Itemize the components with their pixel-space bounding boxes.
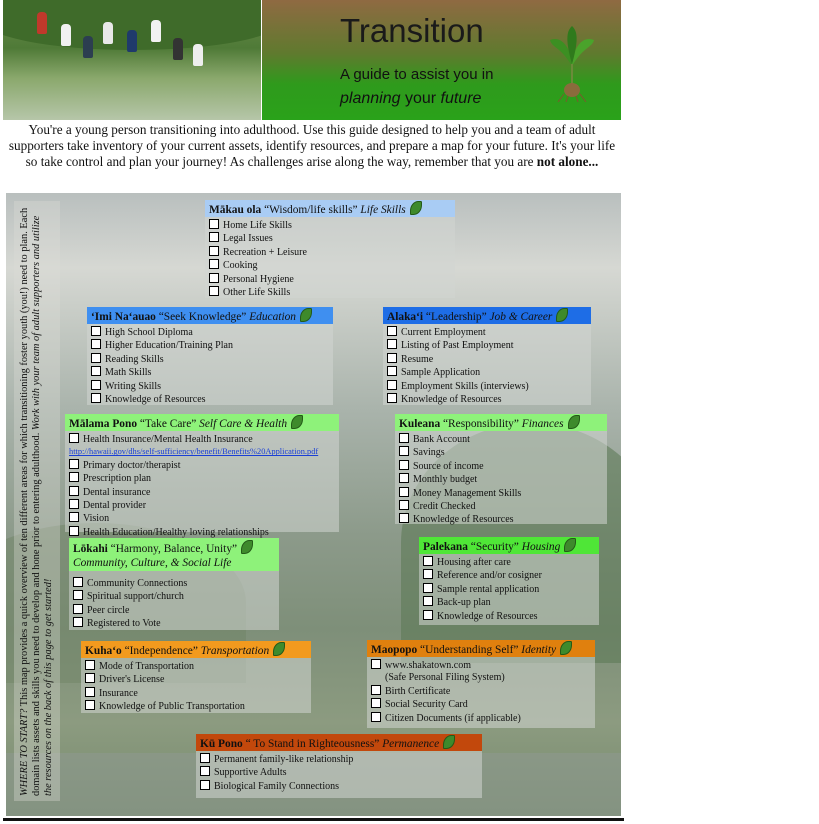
checkbox[interactable]: [209, 232, 219, 242]
domain-housing: [419, 537, 599, 625]
domain-job-career: [383, 307, 591, 405]
checklist-item[interactable]: Vision: [69, 512, 339, 525]
checklist-item[interactable]: Home Life Skills: [209, 219, 455, 232]
checkbox[interactable]: [69, 486, 79, 496]
domain-header: Lōkahi “Harmony, Balance, Unity” Community, Culture, & Social Life: [69, 538, 279, 571]
checkbox[interactable]: [387, 393, 397, 403]
checkbox[interactable]: [69, 512, 79, 522]
checklist-item[interactable]: Primary doctor/therapist: [69, 459, 339, 472]
leaf-icon: [556, 308, 568, 322]
checkbox[interactable]: [91, 366, 101, 376]
domain-finances: [395, 414, 607, 524]
domain-header: Mālama Pono “Take Care” Self Care & Health: [65, 414, 339, 431]
checklist-item[interactable]: Mode of Transportation: [85, 660, 311, 673]
checkbox[interactable]: [371, 712, 381, 722]
intro-paragraph: You're a young person transitioning into adulthood. Use this guide designed to help you and a team of adult supporters take inventory of your current assets, identify resources, and prepare a map for your future. It's your life so take control and plan your journey! As challenges arise along the way, remember that you are not alone...: [8, 122, 616, 169]
checkbox[interactable]: [69, 472, 79, 482]
leaf-icon: [568, 415, 580, 429]
checklist-item[interactable]: Writing Skills: [91, 380, 333, 393]
checkbox[interactable]: [423, 583, 433, 593]
checkbox[interactable]: [399, 460, 409, 470]
checkbox[interactable]: [209, 219, 219, 229]
checklist-item[interactable]: Resume: [387, 353, 591, 366]
domain-permanence: [196, 734, 482, 798]
checklist-item[interactable]: Health Education/Healthy loving relationships: [69, 526, 339, 539]
checkbox[interactable]: [200, 766, 210, 776]
checklist-item[interactable]: Knowledge of Resources: [387, 393, 591, 406]
checkbox[interactable]: [371, 685, 381, 695]
checklist-item[interactable]: Cooking: [209, 259, 455, 272]
checkbox[interactable]: [73, 604, 83, 614]
domain-header: Palekana “Security” Housing: [419, 537, 599, 554]
checklist-item[interactable]: Dental provider: [69, 499, 339, 512]
checklist-item[interactable]: Listing of Past Employment: [387, 339, 591, 352]
checkbox[interactable]: [85, 660, 95, 670]
leaf-icon: [273, 642, 285, 656]
bottom-rule: [3, 818, 624, 821]
checkbox[interactable]: [91, 353, 101, 363]
checklist-item-note: (Safe Personal Filing System): [385, 672, 505, 684]
checklist-item[interactable]: Birth Certificate: [371, 685, 595, 698]
checklist-item[interactable]: Health Insurance/Mental Health Insurance: [69, 433, 339, 446]
leaf-icon: [564, 538, 576, 552]
checklist-item[interactable]: Dental insurance: [69, 486, 339, 499]
checkbox[interactable]: [200, 753, 210, 763]
checklist-item[interactable]: Bank Account: [399, 433, 607, 446]
checklist-item[interactable]: High School Diploma: [91, 326, 333, 339]
page-title: Transition: [340, 12, 484, 49]
checkbox[interactable]: [209, 246, 219, 256]
checkbox[interactable]: [91, 393, 101, 403]
leaf-icon: [291, 415, 303, 429]
leaf-icon: [443, 735, 455, 749]
benefits-link[interactable]: http://hawaii.gov/dhs/self-sufficiency/benefit/Benefits%20Application.pdf: [69, 447, 319, 457]
checklist-item[interactable]: Higher Education/Training Plan: [91, 339, 333, 352]
domain-header: Maopopo “Understanding Self” Identity: [367, 640, 595, 657]
checklist-item[interactable]: Monthly budget: [399, 473, 607, 486]
checklist-item[interactable]: Other Life Skills: [209, 286, 455, 299]
checklist-item[interactable]: Legal Issues: [209, 232, 455, 245]
checklist-item[interactable]: Knowledge of Resources: [423, 610, 599, 623]
checklist-item[interactable]: Reading Skills: [91, 353, 333, 366]
checklist-item[interactable]: Money Management Skills: [399, 487, 607, 500]
leaf-icon: [241, 540, 253, 554]
header-banner: [262, 0, 621, 120]
checklist-item[interactable]: Social Security Card: [371, 698, 595, 711]
checkbox[interactable]: [209, 259, 219, 269]
checklist-item[interactable]: Personal Hygiene: [209, 273, 455, 286]
checkbox[interactable]: [423, 569, 433, 579]
checklist-item[interactable]: Back-up plan: [423, 596, 599, 609]
checklist-item[interactable]: Source of income: [399, 460, 607, 473]
domain-community-culture: [69, 538, 279, 630]
checklist-item[interactable]: Citizen Documents (if applicable): [371, 712, 595, 725]
domain-transportation: [81, 641, 311, 713]
checklist-item[interactable]: Community Connections: [73, 577, 279, 590]
checklist-item[interactable]: www.shakatown.com: [371, 659, 595, 672]
domain-header: Kū Pono “ To Stand in Righteousness” Permanence: [196, 734, 482, 751]
domain-self-care-health: [65, 414, 339, 538]
checkbox[interactable]: [399, 500, 409, 510]
checkbox[interactable]: [69, 433, 79, 443]
checkbox[interactable]: [69, 459, 79, 469]
checklist-item[interactable]: Spiritual support/church: [73, 590, 279, 603]
checklist-item[interactable]: Knowledge of Public Transportation: [85, 700, 311, 713]
checkbox[interactable]: [85, 700, 95, 710]
checklist-item[interactable]: Registered to Vote: [73, 617, 279, 630]
page-subtitle-2: planning your future: [340, 90, 482, 107]
checkbox[interactable]: [399, 513, 409, 523]
checklist-item[interactable]: Biological Family Connections: [200, 780, 482, 793]
checklist-item[interactable]: Savings: [399, 446, 607, 459]
checkbox[interactable]: [387, 353, 397, 363]
checkbox[interactable]: [371, 698, 381, 708]
checkbox[interactable]: [423, 596, 433, 606]
farmers-photo: [3, 0, 261, 120]
page-subtitle: A guide to assist you in: [340, 66, 494, 83]
checklist-item[interactable]: Permanent family-like relationship: [200, 753, 482, 766]
checkbox[interactable]: [73, 590, 83, 600]
domain-header: ‘Imi Na‘auao “Seek Knowledge” Education: [87, 307, 333, 324]
checkbox[interactable]: [69, 499, 79, 509]
domain-life-skills: [205, 200, 455, 298]
checklist-item[interactable]: Housing after care: [423, 556, 599, 569]
checklist-item[interactable]: Knowledge of Resources: [399, 513, 607, 526]
checkbox[interactable]: [73, 577, 83, 587]
checkbox[interactable]: [85, 673, 95, 683]
checkbox[interactable]: [91, 326, 101, 336]
checklist-item[interactable]: Recreation + Leisure: [209, 246, 455, 259]
checklist-item[interactable]: Supportive Adults: [200, 766, 482, 779]
domain-header: Kuleana “Responsibility” Finances: [395, 414, 607, 431]
checkbox[interactable]: [387, 339, 397, 349]
checkbox[interactable]: [209, 286, 219, 296]
checklist-item[interactable]: Current Employment: [387, 326, 591, 339]
checkbox[interactable]: [387, 326, 397, 336]
domain-identity: [367, 640, 595, 728]
checkbox[interactable]: [423, 610, 433, 620]
checkbox[interactable]: [69, 526, 79, 536]
domain-header: Alaka‘i “Leadership” Job & Career: [383, 307, 591, 324]
checkbox[interactable]: [200, 780, 210, 790]
checklist-item[interactable]: Sample Application: [387, 366, 591, 379]
checkbox[interactable]: [91, 380, 101, 390]
checklist-item[interactable]: Prescription plan: [69, 472, 339, 485]
checkbox[interactable]: [209, 273, 219, 283]
checkbox[interactable]: [387, 380, 397, 390]
domain-header: Mākau ola “Wisdom/life skills” Life Skills: [205, 200, 455, 217]
checkbox[interactable]: [399, 433, 409, 443]
taro-plant-icon: [550, 26, 594, 102]
checkbox[interactable]: [399, 473, 409, 483]
checkbox[interactable]: [91, 339, 101, 349]
transition-guide-page: [3, 0, 621, 824]
checkbox[interactable]: [73, 617, 83, 627]
checkbox[interactable]: [371, 659, 381, 669]
checklist-item[interactable]: Math Skills: [91, 366, 333, 379]
checklist-item[interactable]: Reference and/or cosigner: [423, 569, 599, 582]
domain-header: Kuha‘o “Independence” Transportation: [81, 641, 311, 658]
checklist-item[interactable]: Knowledge of Resources: [91, 393, 333, 406]
domain-education: [87, 307, 333, 405]
checkbox[interactable]: [387, 366, 397, 376]
checklist-item[interactable]: Credit Checked: [399, 500, 607, 513]
checklist-item[interactable]: Employment Skills (interviews): [387, 380, 591, 393]
leaf-icon: [410, 201, 422, 215]
checkbox[interactable]: [423, 556, 433, 566]
leaf-icon: [300, 308, 312, 322]
checkbox[interactable]: [399, 487, 409, 497]
checkbox[interactable]: [399, 446, 409, 456]
checklist-item[interactable]: Insurance: [85, 687, 311, 700]
checklist-item[interactable]: Peer circle: [73, 604, 279, 617]
leaf-icon: [560, 641, 572, 655]
checkbox[interactable]: [85, 687, 95, 697]
where-to-start-note: WHERE TO START? This map provides a quick overview of ten different areas for which transitioning foster youth (you!) need to plan. Each domain lists assets and skills you need to develop and hone prior to entering adulthood. Work with your team of adult supporters and utilize the resources on the back of this page to get started!: [14, 201, 60, 801]
checklist-item[interactable]: Sample rental application: [423, 583, 599, 596]
checklist-item[interactable]: Driver's License: [85, 673, 311, 686]
